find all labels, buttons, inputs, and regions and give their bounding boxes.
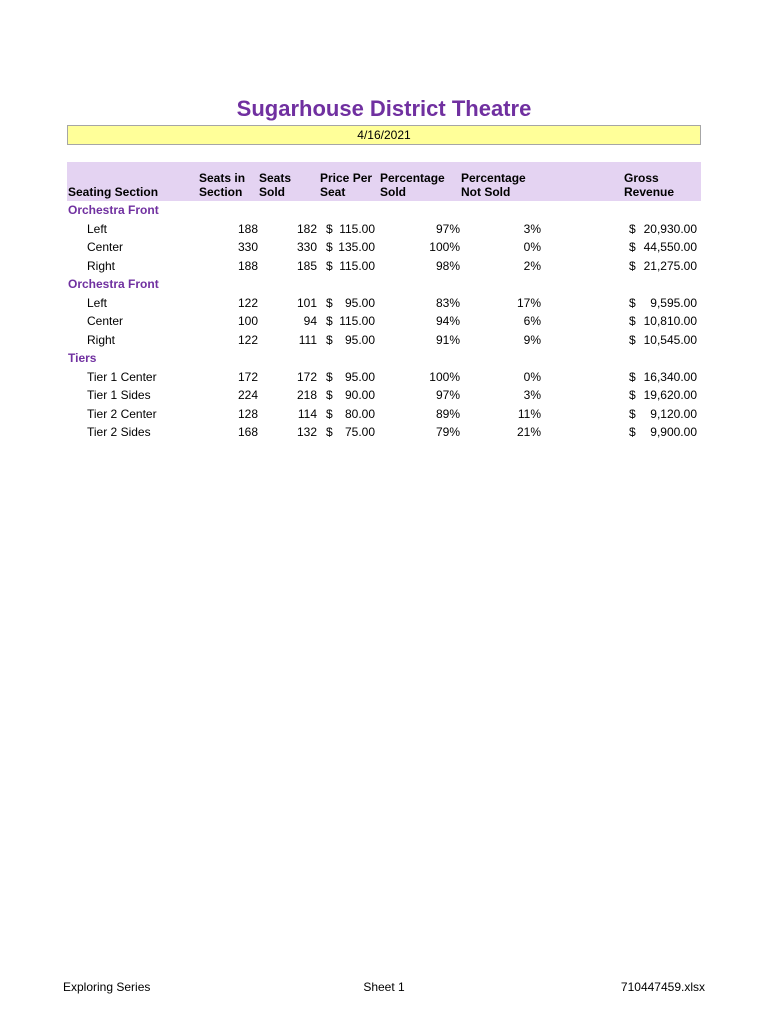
sheet-title: Sugarhouse District Theatre: [236, 96, 532, 121]
currency-symbol: $: [629, 332, 636, 347]
seats-in-section: 168: [237, 425, 258, 439]
price-per-seat: 115.00: [339, 314, 375, 328]
gross-revenue: 16,340.00: [643, 369, 697, 384]
seats-sold: 114: [297, 406, 317, 421]
percentage-sold: 97%: [435, 221, 460, 236]
percentage-not-sold: 11%: [517, 406, 541, 421]
header-line: Seats: [259, 171, 292, 185]
table-row: [0, 220, 768, 239]
gross-revenue: 10,810.00: [643, 314, 697, 328]
seats-in-section: 122: [237, 295, 258, 310]
header-price-per-seat: [320, 171, 372, 199]
section-name: Right: [87, 332, 116, 347]
seats-sold: 330: [296, 240, 317, 254]
seats-sold: 172: [296, 369, 317, 384]
percentage-not-sold: 0%: [523, 369, 541, 384]
seats-sold: 185: [296, 258, 317, 273]
group-row: [0, 349, 768, 368]
header-percentage-sold: [380, 171, 445, 199]
header-percentage-not-sold: [461, 171, 526, 199]
header-line: Gross: [624, 171, 659, 185]
seats-sold: 101: [296, 295, 317, 310]
seats-sold: 218: [296, 388, 317, 402]
percentage-sold: 98%: [435, 258, 460, 273]
table-row: [0, 294, 768, 313]
gross-revenue: 20,930.00: [643, 221, 697, 236]
price-per-seat: 95.00: [344, 369, 375, 384]
header-gross-revenue: [624, 171, 674, 199]
gross-revenue: 9,595.00: [650, 295, 697, 310]
currency-symbol: $: [326, 388, 333, 402]
currency-symbol: $: [326, 314, 333, 328]
table-row: [0, 257, 768, 276]
currency-symbol: $: [326, 406, 333, 421]
percentage-sold: 91%: [435, 332, 460, 347]
header-line: Price Per: [320, 171, 373, 185]
currency-symbol: $: [326, 332, 333, 347]
group-label: Tiers: [68, 351, 97, 365]
price-per-seat: 115.00: [339, 258, 375, 273]
percentage-sold: 100%: [429, 369, 460, 384]
gross-revenue: 10,545.00: [643, 332, 697, 347]
seats-sold: 94: [303, 314, 317, 328]
seats-sold: 132: [296, 425, 317, 439]
table-row: [0, 238, 768, 257]
percentage-not-sold: 0%: [523, 240, 541, 254]
currency-symbol: $: [629, 388, 636, 402]
percentage-not-sold: 3%: [523, 388, 541, 402]
currency-symbol: $: [629, 369, 636, 384]
header-line: Percentage: [380, 171, 445, 185]
percentage-sold: 79%: [435, 425, 460, 439]
currency-symbol: $: [629, 221, 636, 236]
gross-revenue: 21,275.00: [643, 258, 697, 273]
percentage-not-sold: 21%: [516, 425, 541, 439]
currency-symbol: $: [629, 295, 636, 310]
report-date: 4/16/2021: [67, 125, 701, 145]
section-name: Tier 2 Center: [87, 406, 157, 421]
section-name: Tier 1 Sides: [87, 388, 151, 402]
table-row: [0, 312, 768, 331]
seats-in-section: 188: [237, 258, 258, 273]
price-per-seat: 135.00: [338, 240, 375, 254]
gross-revenue: 9,900.00: [650, 425, 697, 439]
seats-in-section: 122: [237, 332, 258, 347]
section-name: Right: [87, 258, 116, 273]
percentage-sold: 100%: [429, 240, 460, 254]
section-name: Tier 1 Center: [87, 369, 157, 384]
seats-in-section: 128: [237, 406, 258, 421]
currency-symbol: $: [326, 369, 333, 384]
header-seats-in-section: [199, 171, 245, 199]
seats-in-section: 330: [237, 240, 258, 254]
percentage-not-sold: 6%: [523, 314, 541, 328]
price-per-seat: 75.00: [344, 425, 375, 439]
price-per-seat: 90.00: [344, 388, 375, 402]
currency-symbol: $: [629, 406, 636, 421]
percentage-not-sold: 3%: [523, 221, 541, 236]
section-name: Left: [87, 295, 108, 310]
gross-revenue: 19,620.00: [643, 388, 697, 402]
percentage-sold: 83%: [435, 295, 460, 310]
currency-symbol: $: [326, 425, 333, 439]
percentage-sold: 89%: [435, 406, 460, 421]
currency-symbol: $: [326, 258, 333, 273]
header-line: Seat: [320, 185, 346, 199]
table-row: [0, 423, 768, 442]
header-line: Percentage: [461, 171, 526, 185]
seats-sold: 182: [296, 221, 317, 236]
currency-symbol: $: [629, 314, 636, 328]
percentage-not-sold: 17%: [516, 295, 541, 310]
seats-sold: 111: [298, 332, 317, 347]
percentage-sold: 94%: [435, 314, 460, 328]
table-row: [0, 331, 768, 350]
currency-symbol: $: [629, 425, 636, 439]
section-name: Center: [87, 240, 124, 254]
percentage-sold: 97%: [435, 388, 460, 402]
footer-center: Sheet 1: [363, 980, 405, 994]
price-per-seat: 95.00: [344, 295, 375, 310]
section-name: Center: [87, 314, 124, 328]
footer-left: Exploring Series: [63, 980, 151, 994]
price-per-seat: 115.00: [339, 221, 375, 236]
group-label: Orchestra Front: [68, 203, 159, 217]
table-row: [0, 368, 768, 387]
price-per-seat: 95.00: [344, 332, 375, 347]
section-name: Left: [87, 221, 108, 236]
gross-revenue: 9,120.00: [650, 406, 697, 421]
header-line: Seats in: [199, 171, 246, 185]
header-line: Sold: [259, 185, 285, 199]
gross-revenue: 44,550.00: [643, 240, 697, 254]
header-line: Section: [199, 185, 243, 199]
header-seating-section: Seating Section: [68, 185, 159, 199]
footer-right: 710447459.xlsx: [620, 980, 705, 994]
section-name: Tier 2 Sides: [87, 425, 151, 439]
table-row: [0, 405, 768, 424]
seating-table-body: [0, 201, 768, 442]
currency-symbol: $: [326, 240, 333, 254]
seats-in-section: 224: [237, 388, 258, 402]
currency-symbol: $: [326, 295, 333, 310]
percentage-not-sold: 2%: [523, 258, 541, 273]
header-seats-sold: [259, 171, 291, 199]
column-header-band: [67, 162, 701, 201]
header-line: Not Sold: [461, 185, 511, 199]
header-line: Sold: [380, 185, 406, 199]
percentage-not-sold: 9%: [523, 332, 541, 347]
table-row: [0, 386, 768, 405]
header-line: Revenue: [624, 185, 675, 199]
currency-symbol: $: [629, 258, 636, 273]
currency-symbol: $: [629, 240, 636, 254]
group-row: [0, 201, 768, 220]
price-per-seat: 80.00: [344, 406, 375, 421]
group-row: [0, 275, 768, 294]
currency-symbol: $: [326, 221, 333, 236]
group-label: Orchestra Front: [68, 277, 159, 291]
seats-in-section: 172: [237, 369, 258, 384]
seats-in-section: 100: [237, 314, 258, 328]
seats-in-section: 188: [237, 221, 258, 236]
